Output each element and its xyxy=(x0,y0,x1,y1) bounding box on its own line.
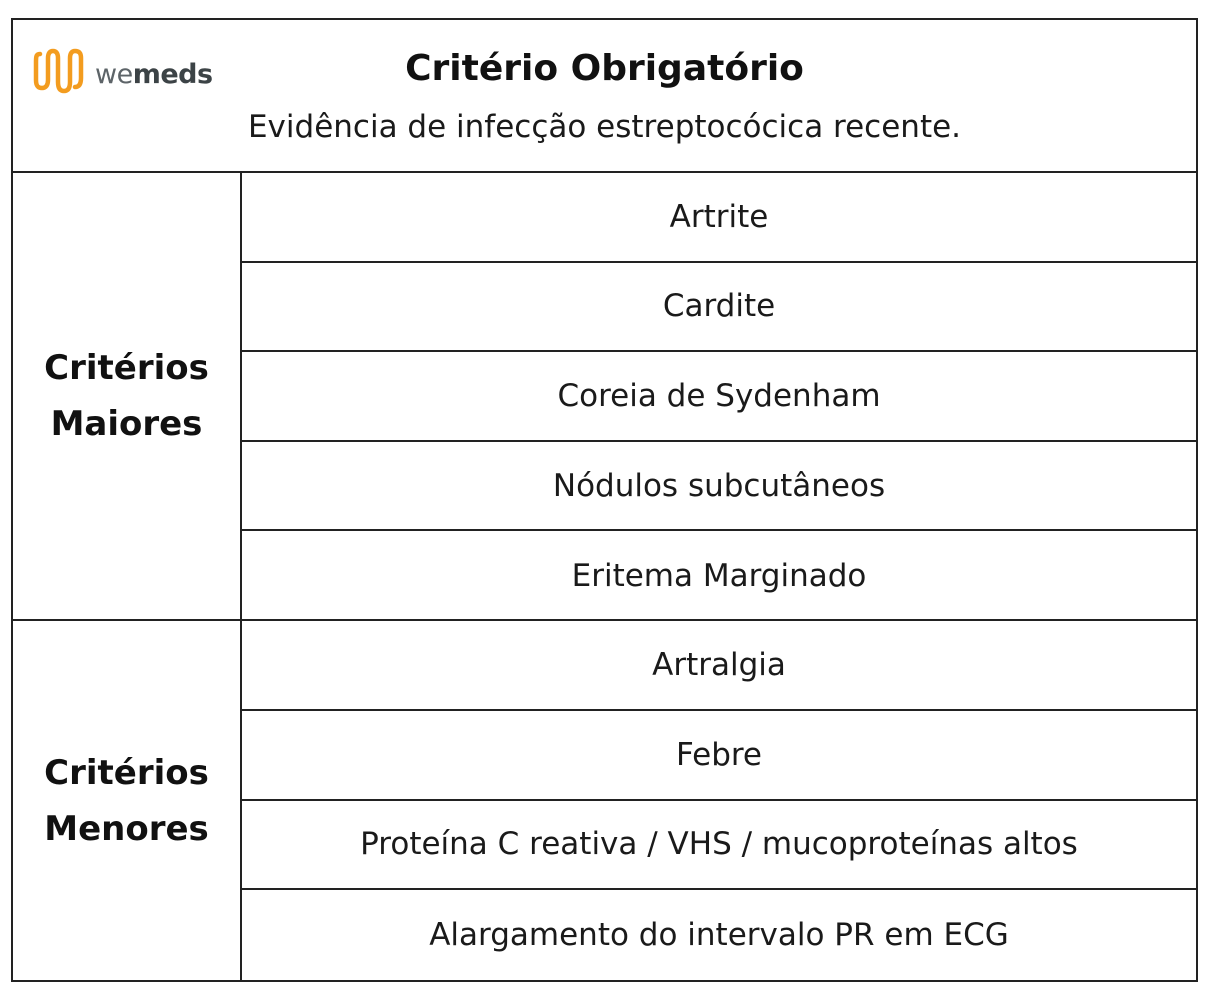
group-label-minor: Critérios Menores xyxy=(13,621,242,980)
table-title: Critério Obrigatório xyxy=(405,48,804,89)
table-row: Febre xyxy=(242,711,1196,801)
wemeds-logo-text: wemeds xyxy=(95,58,213,90)
major-criteria-list xyxy=(242,173,1196,619)
table-row: Eritema Marginado xyxy=(571,558,867,595)
group-label-major: Critérios Maiores xyxy=(13,173,242,619)
table-row: Artrite xyxy=(242,173,1196,263)
table-row: Proteína C reativa / VHS / mucoproteínas altos xyxy=(242,801,1196,891)
minor-criteria-list xyxy=(242,621,1196,980)
table-row: Nódulos subcutâneos xyxy=(242,442,1196,532)
criteria-table xyxy=(11,18,1198,982)
table-subtitle: Evidência de infecção estreptocócica recente. xyxy=(247,109,962,145)
group-major-criteria xyxy=(13,173,1196,621)
group-minor-criteria xyxy=(13,621,1196,980)
table-row: Artralgia xyxy=(242,621,1196,711)
table-row: Alargamento do intervalo PR em ECG xyxy=(429,917,1009,954)
table-header xyxy=(13,20,1196,173)
table-row: Coreia de Sydenham xyxy=(242,352,1196,442)
table-row: Cardite xyxy=(242,263,1196,353)
